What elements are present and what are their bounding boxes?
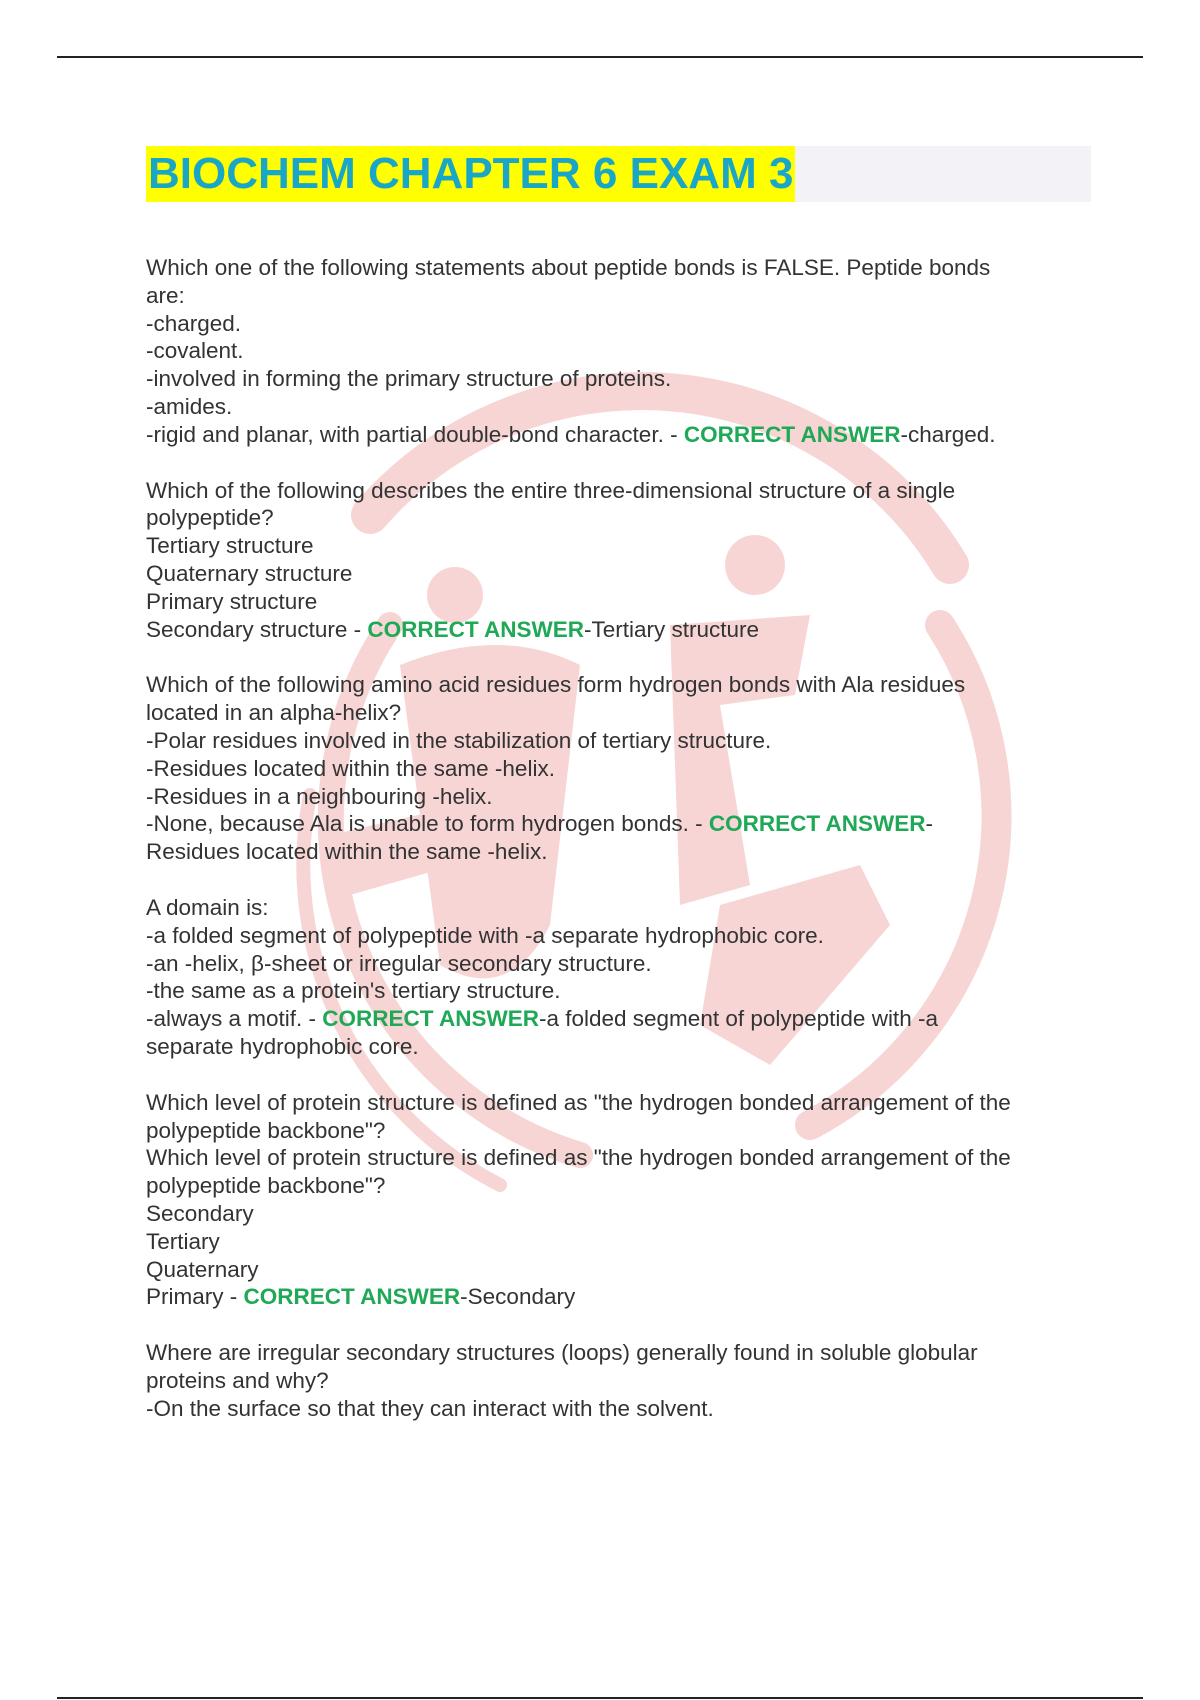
answer-line [146,616,1086,644]
correct-answer-label: CORRECT ANSWER [708,811,926,837]
option-line: -a folded segment of polypeptide with -a separate hydrophobic core. [146,922,824,948]
question-line: Which one of the following statements about peptide bonds is FALSE. Peptide bonds [146,255,991,280]
question-block-6 [146,1339,1086,1422]
answer-text: -Tertiary structure [584,616,760,642]
option-line: Primary structure [146,588,318,614]
correct-answer-label: CORRECT ANSWER [243,1284,461,1310]
answer-text: -charged. [900,421,996,447]
answer-line [146,810,1086,838]
option-line: Tertiary structure [146,533,314,559]
option-text: -None, because Ala is unable to form hydrogen bonds. - [146,811,709,837]
question-block-2 [146,477,1086,644]
answer-line [146,421,1086,449]
question-block-1 [146,254,1086,449]
answer-line [146,1005,1086,1033]
question-line: polypeptide backbone"? [146,1173,386,1199]
top-rule [57,56,1143,58]
question-block-4 [146,894,1086,1061]
option-text: -rigid and planar, with partial double-bond character. - [146,421,684,447]
question-line: Which of the following describes the entire three-dimensional structure of a single [146,477,956,503]
option-line: -On the surface so that they can interact with the solvent. [146,1395,714,1421]
correct-answer-label: CORRECT ANSWER [367,616,585,642]
question-line: Which level of protein structure is defined as "the hydrogen bonded arrangement of the [146,1145,1011,1171]
correct-answer-label: CORRECT ANSWER [322,1006,539,1032]
option-line: -covalent. [146,338,244,364]
question-line: polypeptide backbone"? [146,1117,386,1143]
option-line: -the same as a protein's tertiary structure. [146,978,561,1004]
bottom-rule [57,1697,1143,1699]
question-line: polypeptide? [146,505,274,531]
option-text: -always a motif. - [146,1006,323,1032]
answer-text: - [925,811,934,837]
answer-line [146,1283,1086,1311]
option-text: Secondary structure - [146,616,368,642]
option-line: -involved in forming the primary structure of proteins. [146,366,672,392]
question-line: located in an alpha-helix? [146,700,402,726]
document-body [146,254,1086,1450]
answer-continuation: separate hydrophobic core. [146,1033,419,1059]
option-line: -Residues in a neighbouring -helix. [146,783,493,809]
option-line: -Polar residues involved in the stabilization of tertiary structure. [146,727,772,753]
option-line: -charged. [146,310,242,336]
question-line: proteins and why? [146,1367,329,1393]
option-line: Secondary [146,1200,254,1226]
option-line: Quaternary [146,1256,259,1282]
answer-text: -Secondary [460,1284,576,1310]
option-line: -Residues located within the same -helix. [146,755,555,781]
question-line: A domain is: [146,894,269,920]
answer-continuation: Residues located within the same -helix. [146,839,548,865]
option-line: -amides. [146,393,233,419]
option-line: Tertiary [146,1228,220,1254]
question-block-5 [146,1089,1086,1311]
question-line: Where are irregular secondary structures (loops) generally found in soluble globular [146,1340,978,1366]
option-line: -an -helix, β-sheet or irregular secondary structure. [146,950,652,976]
option-line: Quaternary structure [146,560,353,586]
question-line: Which of the following amino acid residues form hydrogen bonds with Ala residues [146,672,966,698]
option-text: Primary - [146,1284,244,1310]
correct-answer-label: CORRECT ANSWER [683,421,901,447]
question-line: Which level of protein structure is defined as "the hydrogen bonded arrangement of the [146,1089,1011,1115]
document-title: BIOCHEM CHAPTER 6 EXAM 3 [146,146,795,202]
question-line: are: [146,282,185,308]
answer-text: -a folded segment of polypeptide with -a [538,1006,938,1032]
question-block-3 [146,671,1086,866]
